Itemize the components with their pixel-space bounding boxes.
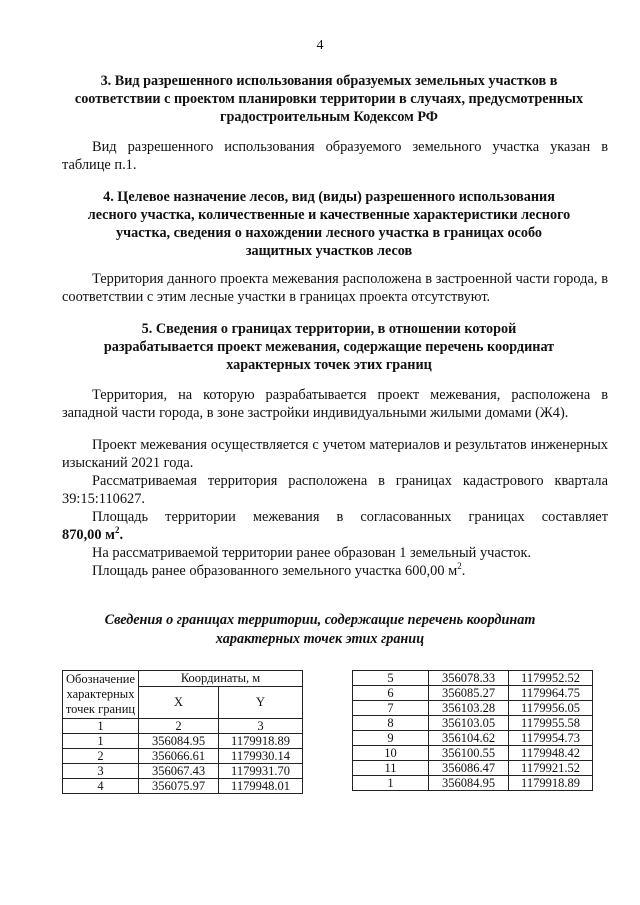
paragraph-text: Территория, на которую разрабатывается проект межевания, расположена в западной части города, в зоне застройки индивидуальными жилыми домами (Ж4).	[62, 387, 608, 421]
table-row: 10 356100.55 1179948.42	[353, 746, 593, 761]
paragraph-text: Территория данного проекта межевания расположена в застроенной части города, в соответствии с этим лесные участки в границах проекта отсутствуют.	[62, 271, 608, 305]
table-row: 2 356066.61 1179930.14	[63, 749, 303, 764]
paragraph-text: Проект межевания осуществляется с учетом материалов и результатов инженерных изысканий 2021 года.	[62, 437, 608, 471]
table-row: 11 356086.47 1179921.52	[353, 761, 593, 776]
heading-line: участка, сведения о нахождении лесного участка в границах особо	[116, 225, 542, 241]
coordinates-caption	[40, 611, 600, 649]
heading-line: соответствии с проектом планировки территории в случаях, предусмотренных	[74, 91, 584, 107]
header-x: X	[139, 686, 219, 718]
header-y: Y	[219, 686, 303, 718]
section-5-paragraph-2	[62, 436, 608, 472]
section-4-heading	[50, 188, 608, 260]
section-3-paragraph	[62, 138, 608, 174]
heading-line: 5. Сведения о границах территории, в отношении которой	[141, 321, 517, 337]
parcel-count-line: На рассматриваемой территории ранее образован 1 земельный участок.	[92, 545, 532, 561]
heading-line: 3. Вид разрешенного использования образуемых земельных участков в	[100, 73, 558, 89]
table-row: 5 356078.33 1179952.52	[353, 671, 593, 686]
coordinates-table-right	[352, 670, 593, 791]
section-5-paragraph-3-line-1: Рассматриваемая территория расположена в границах кадастрового квартала	[92, 473, 608, 489]
coordinates-table-left	[62, 670, 303, 794]
heading-line: характерных точек этих границ	[226, 357, 432, 373]
caption-line: Сведения о границах территории, содержащие перечень координат	[104, 612, 536, 628]
heading-line: 4. Целевое назначение лесов, вид (виды) разрешенного использования	[103, 189, 555, 205]
table-row: 9 356104.62 1179954.73	[353, 731, 593, 746]
paragraph-text: Вид разрешенного использования образуемого земельного участка указан в таблице п.1.	[62, 139, 608, 173]
table-row: 1 356084.95 1179918.89	[63, 734, 303, 749]
header-point-designation: Обозначение характерных точек границ	[63, 671, 139, 719]
table-row: 1 356084.95 1179918.89	[353, 776, 593, 791]
territory-area-value: 870,00 $м^2$.	[62, 525, 124, 543]
heading-line: защитных участков лесов	[245, 243, 413, 259]
section-5-heading	[50, 320, 608, 374]
table-index-row: 1 2 3	[63, 719, 303, 734]
heading-line: лесного участка, количественные и качественные характеристики лесного	[87, 207, 571, 223]
section-4-paragraph	[62, 270, 608, 306]
parcel-area-line: Площадь ранее образованного земельного участка 600,00 $м^2$.	[92, 561, 466, 579]
header-coordinates: Координаты, м	[139, 671, 303, 687]
territory-area-line: Площадь территории межевания в согласованных границах составляет	[92, 509, 608, 525]
section-5-paragraph-1	[62, 386, 608, 422]
section-3-heading	[50, 72, 608, 126]
caption-line: характерных точек этих границ	[215, 631, 425, 647]
table-row: 3 356067.43 1179931.70	[63, 764, 303, 779]
table-row: 6 356085.27 1179964.75	[353, 686, 593, 701]
table-row: 8 356103.05 1179955.58	[353, 716, 593, 731]
cadastral-quarter: 39:15:110627.	[62, 491, 146, 507]
table-row: 7 356103.28 1179956.05	[353, 701, 593, 716]
heading-line: градостроительным Кодексом РФ	[220, 109, 438, 125]
heading-line: разрабатывается проект межевания, содержащие перечень координат	[103, 339, 555, 355]
table-row: 4 356075.97 1179948.01	[63, 779, 303, 794]
page-number: 4	[316, 38, 324, 53]
